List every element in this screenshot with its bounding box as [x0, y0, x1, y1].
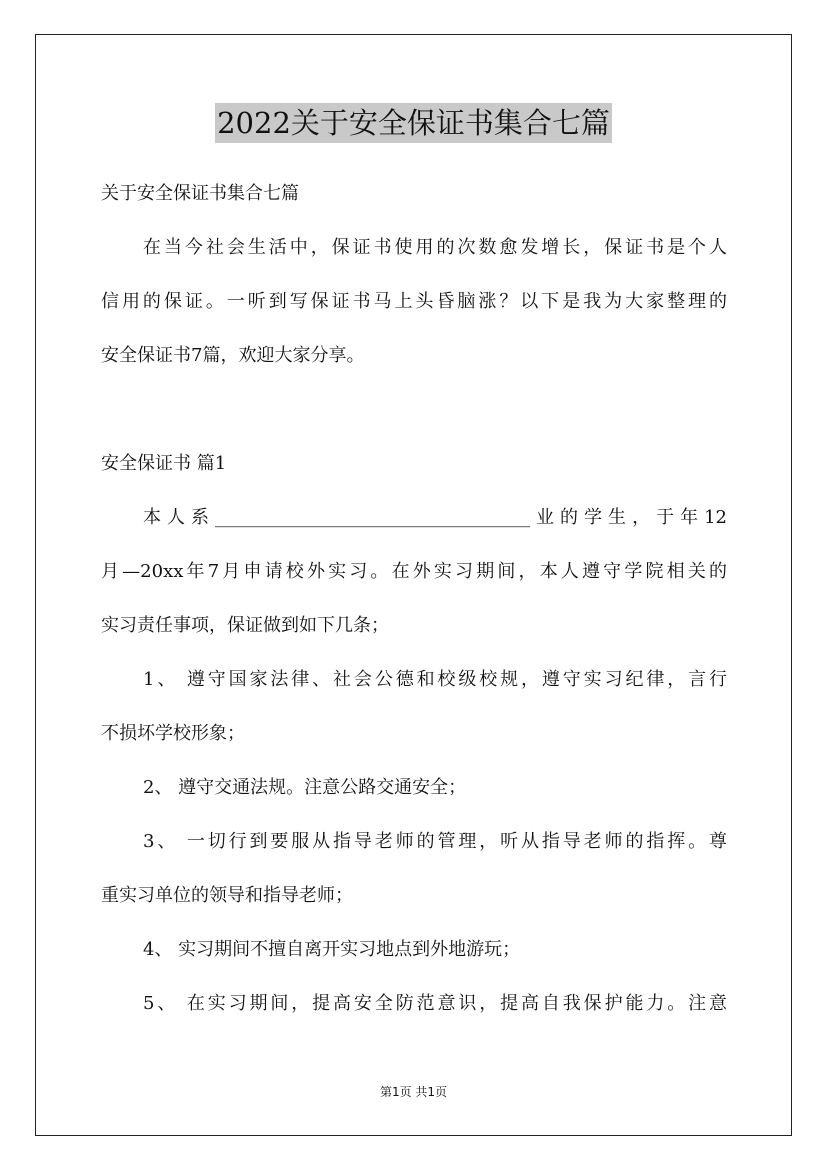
document-subtitle: 关于安全保证书集合七篇 [101, 183, 299, 204]
intro-line-2: 信用的保证。一听到写保证书马上头昏脑涨？以下是我为大家整理的 [101, 291, 727, 312]
list-item-1-line-2: 不损坏学校形象； [101, 723, 245, 744]
list-item-4: 4、 实习期间不擅自离开实习地点到外地游玩； [143, 939, 521, 960]
body-line-1: 本人系___________________________________业的学生，于年12 [143, 507, 727, 528]
body-line-3: 实习责任事项，保证做到如下几条； [101, 615, 389, 636]
list-item-5-line-1: 5、 在实习期间，提高安全防范意识，提高自我保护能力。注意 [143, 993, 727, 1014]
list-item-3-line-1: 3、 一切行到要服从指导老师的管理，听从指导老师的指挥。尊 [143, 831, 727, 852]
intro-line-3: 安全保证书7篇，欢迎大家分享。 [101, 345, 365, 366]
document-title: 2022关于安全保证书集合七篇 [215, 103, 612, 143]
body-line-2: 月—20xx年7月申请校外实习。在外实习期间，本人遵守学院相关的 [101, 561, 727, 582]
list-item-3-line-2: 重实习单位的领导和指导老师； [101, 885, 353, 906]
section-heading: 安全保证书 篇1 [101, 453, 227, 474]
intro-line-1: 在当今社会生活中，保证书使用的次数愈发增长，保证书是个人 [143, 237, 727, 258]
list-item-1-line-1: 1、 遵守国家法律、社会公德和校级校规，遵守实习纪律，言行 [143, 669, 727, 690]
title-container [0, 103, 827, 143]
page-footer: 第1页 共1页 [379, 1085, 448, 1099]
list-item-2: 2、 遵守交通法规。注意公路交通安全； [143, 777, 467, 798]
